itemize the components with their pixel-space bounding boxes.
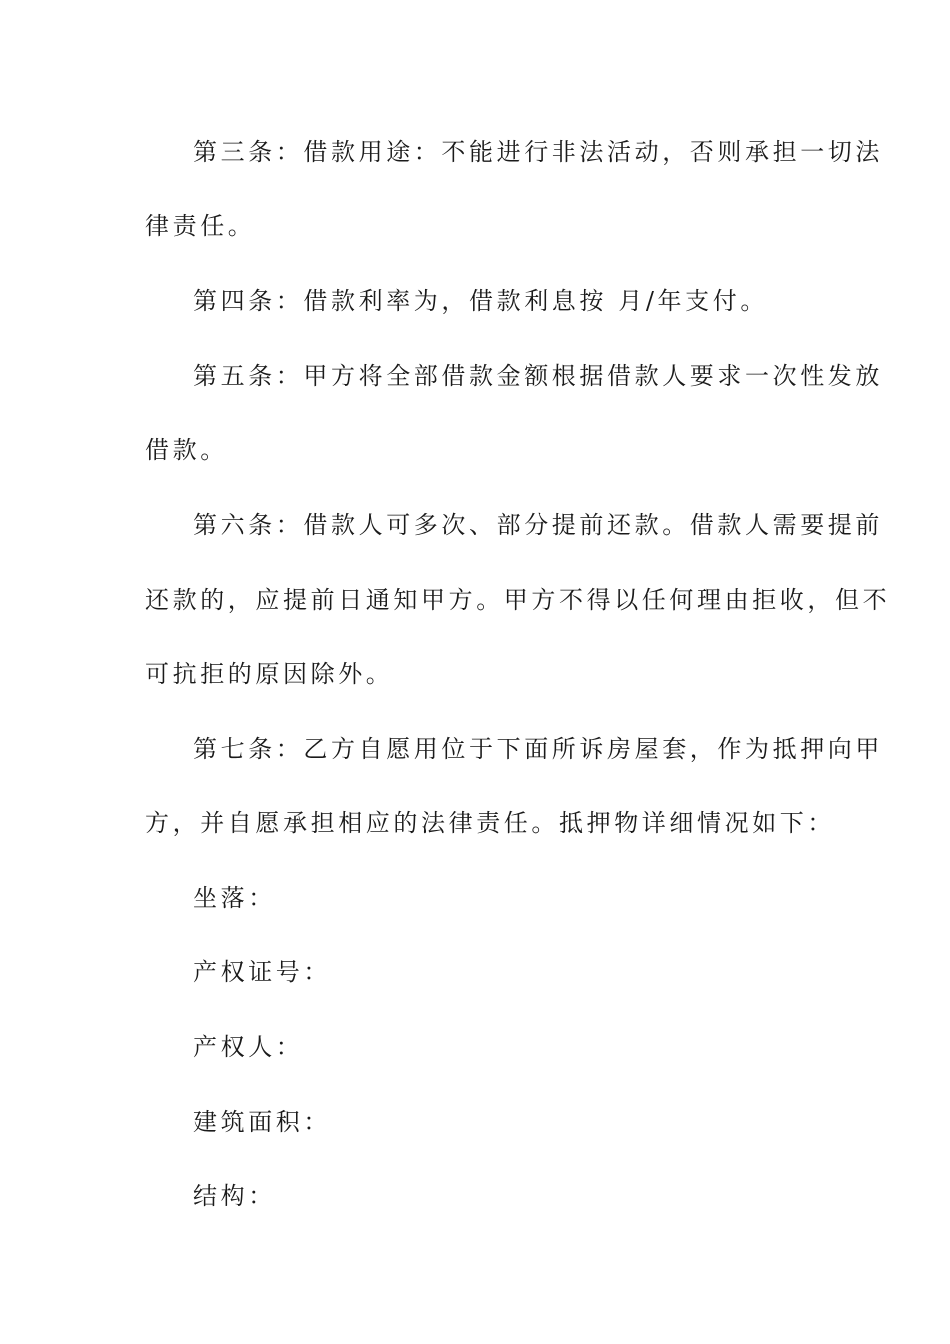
field-building-area: 建筑面积： xyxy=(193,1108,331,1136)
article-6-line-1: 第六条：借款人可多次、部分提前还款。借款人需要提前 xyxy=(193,511,883,539)
article-4-line-1: 第四条：借款利率为，借款利息按 月/年支付。 xyxy=(193,287,768,315)
article-5-line-1: 第五条：甲方将全部借款金额根据借款人要求一次性发放 xyxy=(193,362,883,390)
article-7-line-1: 第七条：乙方自愿用位于下面所诉房屋套，作为抵押向甲 xyxy=(193,735,883,763)
article-6-line-3: 可抗拒的原因除外。 xyxy=(145,660,394,688)
field-property-owner: 产权人： xyxy=(193,1033,304,1061)
article-7-line-2: 方，并自愿承担相应的法律责任。抵押物详细情况如下： xyxy=(145,809,835,837)
article-3-line-1: 第三条：借款用途：不能进行非法活动，否则承担一切法 xyxy=(193,138,883,166)
article-3-line-2: 律责任。 xyxy=(145,212,256,240)
field-property-certificate-number: 产权证号： xyxy=(193,958,331,986)
field-location: 坐落： xyxy=(193,884,276,912)
article-5-line-2: 借款。 xyxy=(145,436,228,464)
article-6-line-2: 还款的，应提前日通知甲方。甲方不得以任何理由拒收，但不 xyxy=(145,586,891,614)
field-structure: 结构： xyxy=(193,1182,276,1210)
